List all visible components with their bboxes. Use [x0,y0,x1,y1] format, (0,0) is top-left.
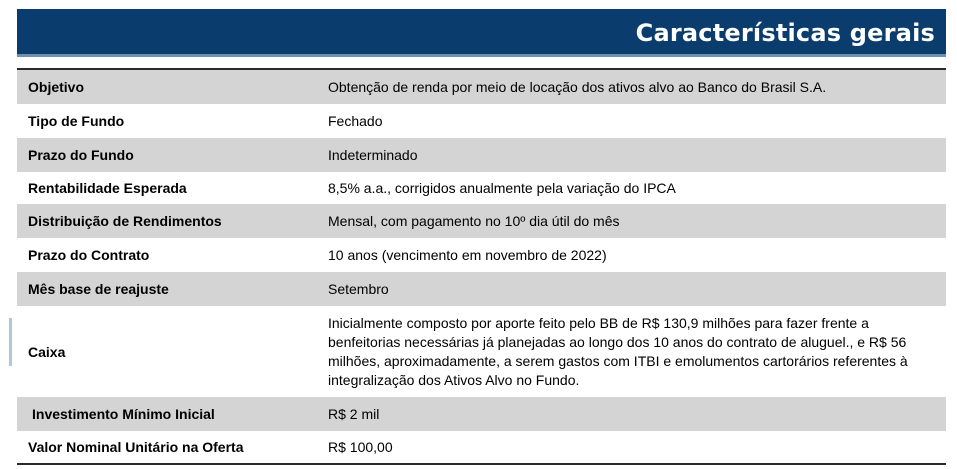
row-value: R$ 2 mil [328,405,380,422]
row-value: 10 anos (vencimento em novembro de 2022) [328,246,607,263]
table-row-rentabilidade-esperada [17,172,946,204]
row-label: Tipo de Fundo [28,113,125,129]
header-bar [17,9,946,57]
row-label: Prazo do Contrato [28,247,150,263]
characteristics-table [17,68,946,465]
row-label: Mês base de reajuste [28,281,169,297]
table-row-distribuicao-de-rendimentos [17,204,946,238]
row-label: Investimento Mínimo Inicial [32,406,215,422]
table-row-investimento-minimo-inicial [17,397,946,431]
table-row-prazo-do-fundo [17,138,946,172]
row-label: Rentabilidade Esperada [28,180,187,196]
row-value: Inicialmente composto por aporte feito pelo BB de R$ 130,9 milhões para fazer frente a benfeitorias necessárias já planejadas ao longo dos 10 anos do contrato de aluguel., e R$ 56 milhões, aproximadamente, a serem gastos com ITBI e emolumentos cartorários referentes à integralização dos Ativos Alvo no Fundo. [328,314,908,388]
row-value: Fechado [328,112,383,129]
table-row-objetivo [17,70,946,104]
table-row-mes-base-de-reajuste [17,272,946,306]
row-label: Valor Nominal Unitário na Oferta [28,439,244,455]
table-row-prazo-do-contrato [17,238,946,272]
page-title: Características gerais [635,19,935,47]
table-row-valor-nominal-unitario [17,431,946,463]
table-row-tipo-de-fundo [17,104,946,138]
row-value: Indeterminado [328,146,418,163]
row-value: Mensal, com pagamento no 10º dia útil do mês [328,212,620,229]
row-label: Caixa [28,343,66,360]
table-row-caixa [17,306,946,397]
row-label: Objetivo [28,79,85,95]
row-label: Prazo do Fundo [28,147,134,163]
row-value: Obtenção de renda por meio de locação dos ativos alvo ao Banco do Brasil S.A. [328,78,827,95]
left-accent-decoration [9,318,12,366]
row-label: Distribuição de Rendimentos [28,213,222,229]
row-value: R$ 100,00 [328,438,393,455]
row-value: 8,5% a.a., corrigidos anualmente pela variação do IPCA [328,179,676,196]
row-value: Setembro [328,280,389,297]
